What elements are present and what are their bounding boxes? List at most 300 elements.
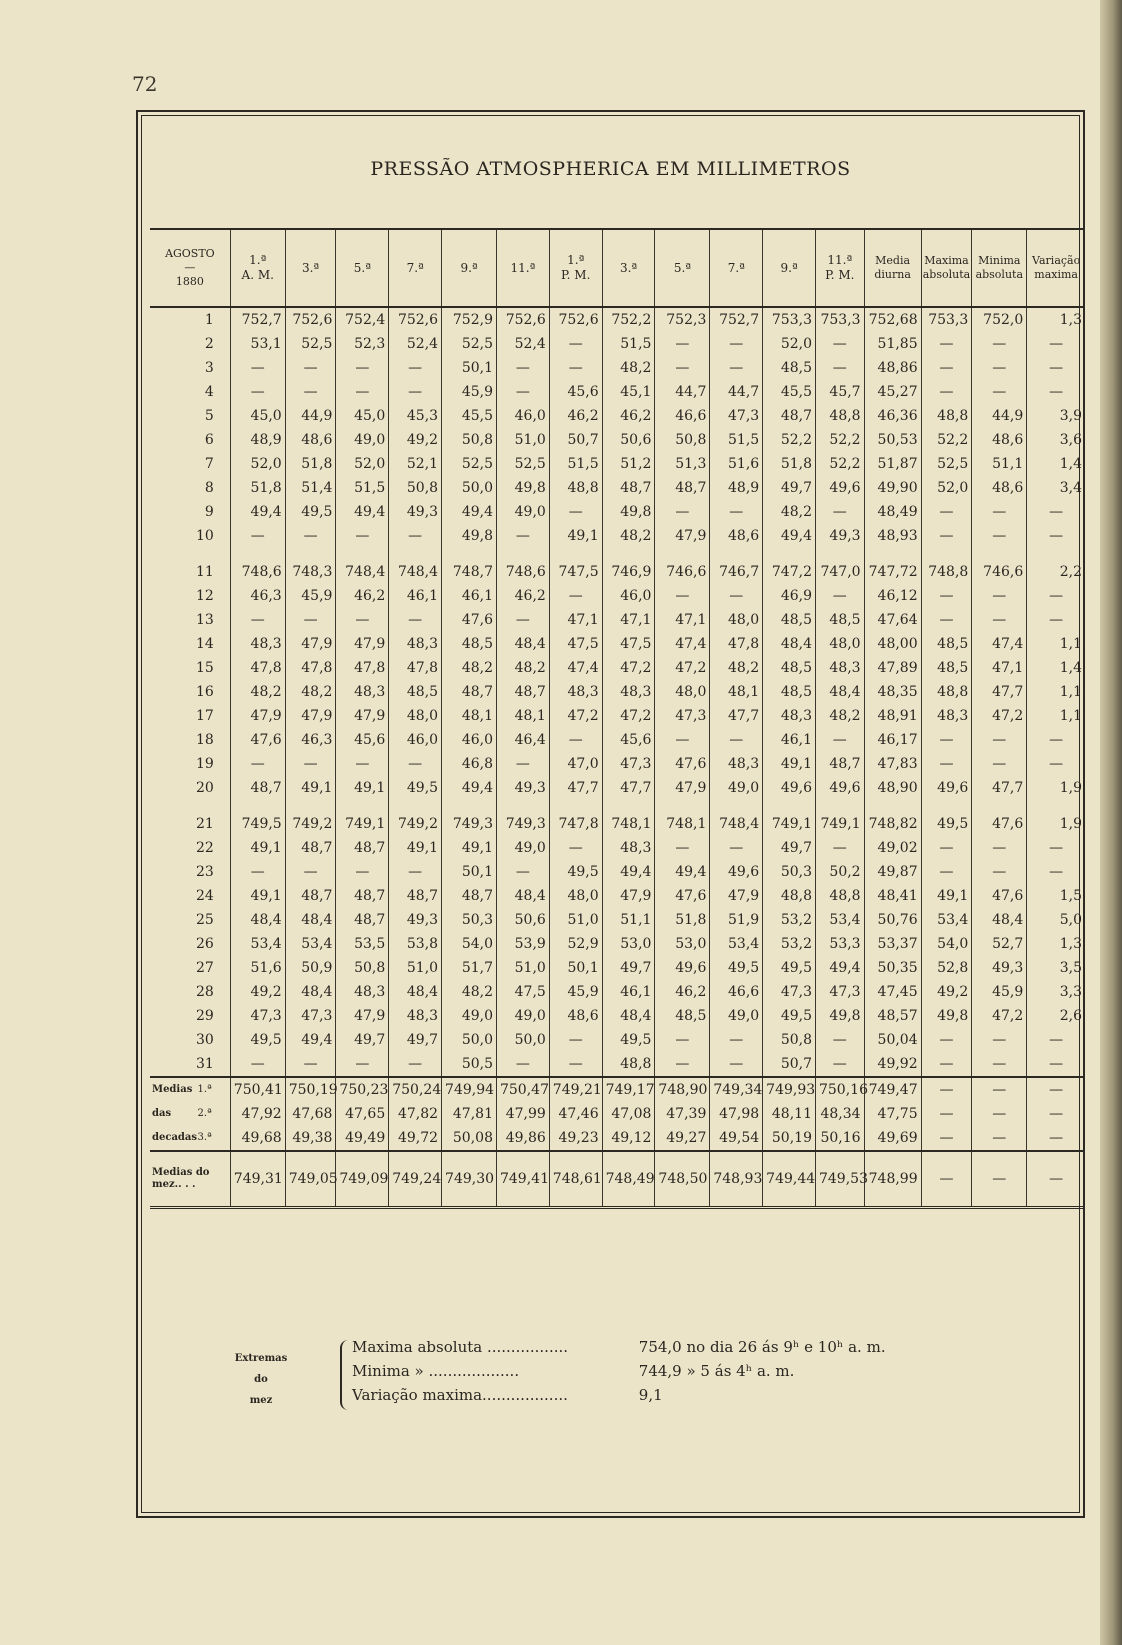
table-cell: — xyxy=(710,500,763,524)
table-cell: 48,0 xyxy=(710,608,763,632)
table-cell: 49,92 xyxy=(864,1052,921,1077)
table-cell: 48,7 xyxy=(602,476,655,500)
table-cell: 50,5 xyxy=(442,1052,497,1077)
table-cell: 47,1 xyxy=(972,656,1027,680)
table-cell: 48,8 xyxy=(921,404,972,428)
table-cell: — xyxy=(496,608,549,632)
decade-label-cell xyxy=(150,1077,230,1102)
table-cell: 30 xyxy=(195,1032,214,1048)
table-cell: 51,1 xyxy=(602,908,655,932)
table-cell: — xyxy=(655,1028,710,1052)
hour-header-line1: 1.ª xyxy=(567,253,585,267)
spacer-row xyxy=(150,548,1085,560)
table-cell: 48,2 xyxy=(230,680,285,704)
table-cell: 47,98 xyxy=(710,1102,763,1126)
table-cell: 49,3 xyxy=(389,500,442,524)
table-cell: 51,7 xyxy=(442,956,497,980)
table-cell: 52,0 xyxy=(336,452,389,476)
table-cell: 49,68 xyxy=(230,1126,285,1151)
table-cell: 48,6 xyxy=(710,524,763,548)
table-cell: 47,64 xyxy=(864,608,921,632)
hour-header xyxy=(602,229,655,307)
extreme-value: 744,9 » 5 ás 4ʰ a. m. xyxy=(638,1362,795,1380)
extreme-value: 9,1 xyxy=(638,1386,663,1404)
table-cell: 47,6 xyxy=(655,752,710,776)
table-cell: 749,94 xyxy=(442,1077,497,1102)
table-row xyxy=(150,380,1085,404)
table-cell: 48,2 xyxy=(496,656,549,680)
table-cell: 47,68 xyxy=(285,1102,336,1126)
table-cell: 52,2 xyxy=(815,452,864,476)
table-cell: 54,0 xyxy=(442,932,497,956)
table-cell: 52,9 xyxy=(549,932,602,956)
hour-header xyxy=(496,229,549,307)
table-cell: 49,0 xyxy=(496,1004,549,1028)
table-cell: 51,9 xyxy=(710,908,763,932)
table-cell: 752,2 xyxy=(602,307,655,332)
table-cell: — xyxy=(496,1052,549,1077)
table-cell: 753,3 xyxy=(763,307,816,332)
table-cell: 47,1 xyxy=(549,608,602,632)
table-cell: 47,9 xyxy=(336,704,389,728)
table-cell: 748,93 xyxy=(710,1151,763,1208)
table-cell: 46,0 xyxy=(442,728,497,752)
table-cell: 48,4 xyxy=(389,980,442,1004)
table-cell: 746,7 xyxy=(710,560,763,584)
table-cell: — xyxy=(972,1077,1027,1102)
table-cell: 3,6 xyxy=(1027,428,1085,452)
table-cell: 749,93 xyxy=(763,1077,816,1102)
table-cell: 47,82 xyxy=(389,1102,442,1126)
hour-header-line1: 7.ª xyxy=(727,260,745,275)
table-cell: 45,6 xyxy=(549,380,602,404)
table-cell: 753,3 xyxy=(921,307,972,332)
table-cell: 48,3 xyxy=(389,632,442,656)
spacer-cell xyxy=(389,548,442,560)
table-cell: 49,6 xyxy=(710,860,763,884)
month-mean-label-line1: Medias do xyxy=(152,1167,210,1178)
decade-mean-row xyxy=(150,1126,1085,1151)
table-cell: 51,8 xyxy=(230,476,285,500)
table-cell: — xyxy=(230,380,285,404)
table-cell: 47,8 xyxy=(230,656,285,680)
decade-title-part: Medias xyxy=(152,1084,193,1095)
table-cell: 52,4 xyxy=(496,332,549,356)
table-row xyxy=(150,752,1085,776)
spacer-cell xyxy=(815,800,864,812)
table-cell: 50,08 xyxy=(442,1126,497,1151)
table-cell: 48,8 xyxy=(549,476,602,500)
table-cell: 48,4 xyxy=(496,884,549,908)
table-cell: — xyxy=(1027,1052,1085,1077)
extremes-label-line1: Extremas xyxy=(234,1353,288,1364)
extreme-name: Minima » ................... xyxy=(352,1362,520,1380)
table-cell: 748,6 xyxy=(230,560,285,584)
table-cell: 50,2 xyxy=(815,860,864,884)
table-cell: 53,2 xyxy=(763,908,816,932)
table-cell: 49,54 xyxy=(710,1126,763,1151)
table-cell: — xyxy=(921,1151,972,1208)
table-cell: 49,5 xyxy=(549,860,602,884)
hour-header-line1: 3.ª xyxy=(301,260,320,275)
table-row xyxy=(150,428,1085,452)
table-cell: 1 xyxy=(204,312,214,328)
table-cell: 53,4 xyxy=(921,908,972,932)
table-cell: 46,2 xyxy=(336,584,389,608)
table-cell: 47,4 xyxy=(655,632,710,656)
table-cell: — xyxy=(815,1028,864,1052)
table-cell: 749,34 xyxy=(710,1077,763,1102)
table-cell: 51,8 xyxy=(285,452,336,476)
table-cell: — xyxy=(972,608,1027,632)
table-cell: 49,0 xyxy=(496,836,549,860)
table-cell: — xyxy=(285,860,336,884)
spacer-cell xyxy=(549,800,602,812)
table-cell: 50,8 xyxy=(442,428,497,452)
table-cell: 749,1 xyxy=(815,812,864,836)
table-cell: 12 xyxy=(195,588,214,604)
table-cell: — xyxy=(921,728,972,752)
table-cell: 48,3 xyxy=(602,680,655,704)
table-cell: 752,7 xyxy=(710,307,763,332)
table-cell: — xyxy=(496,380,549,404)
spacer-cell xyxy=(921,548,972,560)
table-cell: 749,47 xyxy=(864,1077,921,1102)
table-cell: 48,7 xyxy=(285,884,336,908)
table-cell: — xyxy=(710,1052,763,1077)
spacer-cell xyxy=(285,548,336,560)
table-row xyxy=(150,728,1085,752)
table-cell: 46,0 xyxy=(602,584,655,608)
spacer-cell xyxy=(442,800,497,812)
table-cell: 47,2 xyxy=(602,704,655,728)
table-cell: 51,0 xyxy=(549,908,602,932)
table-cell: 51,0 xyxy=(496,956,549,980)
media-diurna-header xyxy=(864,229,921,307)
table-cell: 52,2 xyxy=(763,428,816,452)
table-cell: 53,4 xyxy=(285,932,336,956)
table-cell: — xyxy=(921,836,972,860)
table-cell: 48,2 xyxy=(602,356,655,380)
table-cell: 49,7 xyxy=(763,836,816,860)
table-cell: 49,4 xyxy=(285,1028,336,1052)
table-cell: 47,8 xyxy=(389,656,442,680)
table-cell: 45,27 xyxy=(864,380,921,404)
table-cell: 26 xyxy=(195,936,214,952)
table-cell: 48,0 xyxy=(549,884,602,908)
table-row xyxy=(150,836,1085,860)
table-cell: 47,81 xyxy=(442,1102,497,1126)
table-cell: 51,5 xyxy=(549,452,602,476)
table-cell: 51,0 xyxy=(496,428,549,452)
table-cell: 48,0 xyxy=(389,704,442,728)
table-row xyxy=(150,1052,1085,1077)
table-cell: — xyxy=(921,860,972,884)
table-cell: — xyxy=(389,608,442,632)
table-cell: 48,2 xyxy=(442,656,497,680)
table-cell: 48,49 xyxy=(864,500,921,524)
table-row xyxy=(150,307,1085,332)
table-cell: 47,92 xyxy=(230,1102,285,1126)
table-cell: 48,4 xyxy=(496,632,549,656)
table-cell: 48,7 xyxy=(815,752,864,776)
table-cell: 749,31 xyxy=(230,1151,285,1208)
table-cell: 52,0 xyxy=(230,452,285,476)
table-cell: 47,9 xyxy=(336,1004,389,1028)
table-cell: 50,6 xyxy=(496,908,549,932)
table-cell: 31 xyxy=(150,1052,230,1077)
table-row xyxy=(150,776,1085,800)
variacao-header-line1: Variação xyxy=(1032,254,1081,268)
table-row xyxy=(150,584,1085,608)
table-cell: 52,5 xyxy=(442,452,497,476)
table-cell: 49,02 xyxy=(864,836,921,860)
table-cell: 51,87 xyxy=(864,452,921,476)
table-cell: — xyxy=(655,1052,710,1077)
table-cell: 3,9 xyxy=(1027,404,1085,428)
table-cell: 749,05 xyxy=(285,1151,336,1208)
table-cell: 46,1 xyxy=(602,980,655,1004)
table-cell: — xyxy=(972,524,1027,548)
table-cell: 52,4 xyxy=(389,332,442,356)
table-cell: 748,3 xyxy=(285,560,336,584)
spacer-cell xyxy=(336,548,389,560)
decade-mean-row xyxy=(150,1102,1085,1126)
table-row xyxy=(150,524,1085,548)
table-cell: 47,2 xyxy=(972,704,1027,728)
hour-header-line1: 11.ª xyxy=(510,260,536,275)
table-cell: 50,8 xyxy=(655,428,710,452)
table-cell: 52,5 xyxy=(442,332,497,356)
table-cell: 48,6 xyxy=(972,428,1027,452)
table-cell: 48,3 xyxy=(336,680,389,704)
table-cell: — xyxy=(815,356,864,380)
table-cell: — xyxy=(496,524,549,548)
spacer-cell xyxy=(1027,800,1085,812)
spacer-cell xyxy=(763,800,816,812)
table-cell: 752,3 xyxy=(655,307,710,332)
table-cell: 49,6 xyxy=(815,776,864,800)
table-cell: 47,45 xyxy=(864,980,921,1004)
table-cell: 8 xyxy=(204,480,214,496)
spacer-cell xyxy=(864,548,921,560)
table-cell: 48,7 xyxy=(230,776,285,800)
year-label: 1880 xyxy=(175,274,204,288)
table-cell: 46,1 xyxy=(389,584,442,608)
table-cell: 53,4 xyxy=(230,932,285,956)
spacer-cell xyxy=(496,800,549,812)
table-cell: — xyxy=(921,524,972,548)
table-cell: — xyxy=(655,332,710,356)
table-cell: 49,1 xyxy=(549,524,602,548)
table-cell: 51,5 xyxy=(602,332,655,356)
table-cell: 47,4 xyxy=(549,656,602,680)
table-cell: 47,9 xyxy=(336,632,389,656)
table-cell: 52,2 xyxy=(815,428,864,452)
table-cell: 50,7 xyxy=(549,428,602,452)
table-cell: 53,1 xyxy=(230,332,285,356)
table-cell: — xyxy=(710,836,763,860)
hour-header xyxy=(389,229,442,307)
minima-header-line2: absoluta xyxy=(975,268,1024,281)
table-cell: 49,69 xyxy=(864,1126,921,1151)
spacer-cell xyxy=(1027,548,1085,560)
table-cell: 49,1 xyxy=(336,776,389,800)
table-cell: 49,5 xyxy=(763,956,816,980)
table-cell: 45,9 xyxy=(442,380,497,404)
table-cell: 51,85 xyxy=(864,332,921,356)
table-cell: 48,41 xyxy=(864,884,921,908)
table-cell: — xyxy=(285,356,336,380)
table-cell: 47,3 xyxy=(230,1004,285,1028)
table-cell: 48,5 xyxy=(763,656,816,680)
table-cell: 52,3 xyxy=(336,332,389,356)
table-cell: 48,2 xyxy=(285,680,336,704)
table-cell: 49,4 xyxy=(336,500,389,524)
hour-header-line2: A. M. xyxy=(241,268,274,282)
table-cell: 49,0 xyxy=(442,1004,497,1028)
spacer-cell xyxy=(972,548,1027,560)
spacer-cell xyxy=(230,800,285,812)
table-cell: 750,24 xyxy=(389,1077,442,1102)
hour-header-line1: 3.ª xyxy=(619,260,638,275)
table-cell: 50,8 xyxy=(336,956,389,980)
table-cell: 51,8 xyxy=(655,908,710,932)
table-cell: 51,0 xyxy=(389,956,442,980)
table-row xyxy=(150,632,1085,656)
spacer-cell xyxy=(815,548,864,560)
table-cell: 748,82 xyxy=(864,812,921,836)
table-cell: 750,16 xyxy=(815,1077,864,1102)
table-cell: 749,1 xyxy=(763,812,816,836)
table-cell: — xyxy=(972,752,1027,776)
table-cell: 22 xyxy=(195,840,214,856)
hour-header-line1: 9.ª xyxy=(780,260,798,275)
table-cell: 53,0 xyxy=(602,932,655,956)
spacer-cell xyxy=(655,800,710,812)
table-cell: 48,5 xyxy=(442,632,497,656)
table-cell: — xyxy=(921,1028,972,1052)
table-cell: 49,3 xyxy=(972,956,1027,980)
table-cell: 46,3 xyxy=(285,728,336,752)
table-cell: — xyxy=(549,356,602,380)
table-cell: 50,0 xyxy=(496,1028,549,1052)
table-cell: 28 xyxy=(195,984,214,1000)
table-cell: — xyxy=(549,1052,602,1077)
table-cell: — xyxy=(921,1102,972,1126)
spacer-cell xyxy=(150,800,230,812)
decade-label-cell xyxy=(150,1102,230,1126)
table-cell: 47,99 xyxy=(496,1102,549,1126)
table-cell: 15 xyxy=(195,660,214,676)
table-cell: — xyxy=(921,608,972,632)
table-cell: 49,4 xyxy=(442,500,497,524)
decade-ordinal: 3.ª xyxy=(197,1132,212,1143)
table-cell: — xyxy=(230,752,285,776)
table-cell: 48,7 xyxy=(336,908,389,932)
table-row xyxy=(150,476,1085,500)
table-cell: 49,90 xyxy=(864,476,921,500)
table-cell: — xyxy=(336,752,389,776)
table-cell: 53,4 xyxy=(815,908,864,932)
table-cell: 44,7 xyxy=(710,380,763,404)
table-cell: 49,0 xyxy=(496,500,549,524)
table-cell: 5 xyxy=(204,408,214,424)
table-cell: 45,6 xyxy=(602,728,655,752)
table-cell: 1,9 xyxy=(1027,812,1085,836)
table-body xyxy=(150,307,1085,1208)
table-row xyxy=(150,956,1085,980)
table-cell: 52,7 xyxy=(972,932,1027,956)
table-cell: 50,9 xyxy=(285,956,336,980)
table-cell: 9 xyxy=(204,504,214,520)
table-cell: 49,27 xyxy=(655,1126,710,1151)
table-cell: 49,3 xyxy=(815,524,864,548)
table-cell: 18 xyxy=(195,732,214,748)
table-cell: 749,5 xyxy=(230,812,285,836)
table-cell: 48,00 xyxy=(864,632,921,656)
hour-header-line1: 5.ª xyxy=(673,260,691,275)
table-cell: 47,7 xyxy=(972,680,1027,704)
table-cell: — xyxy=(655,584,710,608)
month-mean-row xyxy=(150,1151,1085,1208)
table-cell: 49,4 xyxy=(655,860,710,884)
table-cell: 46,4 xyxy=(496,728,549,752)
hour-header-line2: P. M. xyxy=(825,268,855,282)
table-cell: 49,0 xyxy=(710,1004,763,1028)
table-cell: 47,6 xyxy=(655,884,710,908)
table-cell: 1,5 xyxy=(1027,884,1085,908)
table-cell: 47,75 xyxy=(864,1102,921,1126)
table-cell: 48,91 xyxy=(864,704,921,728)
table-cell: 46,12 xyxy=(864,584,921,608)
table-cell: 45,9 xyxy=(285,584,336,608)
table-cell: 47,2 xyxy=(655,656,710,680)
table-cell: 54,0 xyxy=(921,932,972,956)
extremes-label xyxy=(230,1348,292,1411)
table-cell: 49,72 xyxy=(389,1126,442,1151)
table-cell: — xyxy=(815,836,864,860)
table-cell: 47,7 xyxy=(710,704,763,728)
table-cell: 50,76 xyxy=(864,908,921,932)
table-cell: 49,5 xyxy=(230,1028,285,1052)
table-cell: — xyxy=(285,608,336,632)
spacer-row xyxy=(150,800,1085,812)
table-cell: 45,5 xyxy=(442,404,497,428)
table-cell: — xyxy=(230,608,285,632)
table-cell: — xyxy=(389,356,442,380)
table-cell: 6 xyxy=(204,432,214,448)
table-cell: 749,3 xyxy=(442,812,497,836)
table-cell: 49,4 xyxy=(230,500,285,524)
spacer-cell xyxy=(655,548,710,560)
table-cell: 53,8 xyxy=(389,932,442,956)
table-cell: 3,4 xyxy=(1027,476,1085,500)
table-cell: 48,8 xyxy=(763,884,816,908)
table-cell: 47,89 xyxy=(864,656,921,680)
table-cell: — xyxy=(972,1126,1027,1151)
table-cell: — xyxy=(921,1126,972,1151)
table-cell: 46,9 xyxy=(763,584,816,608)
table-row xyxy=(150,908,1085,932)
table-cell: 50,35 xyxy=(864,956,921,980)
table-cell: 24 xyxy=(195,888,214,904)
table-cell: 45,5 xyxy=(763,380,816,404)
table-row xyxy=(150,860,1085,884)
table-cell: 50,1 xyxy=(549,956,602,980)
table-cell: 23 xyxy=(195,864,214,880)
extreme-name: Variação maxima.................. xyxy=(352,1386,568,1404)
